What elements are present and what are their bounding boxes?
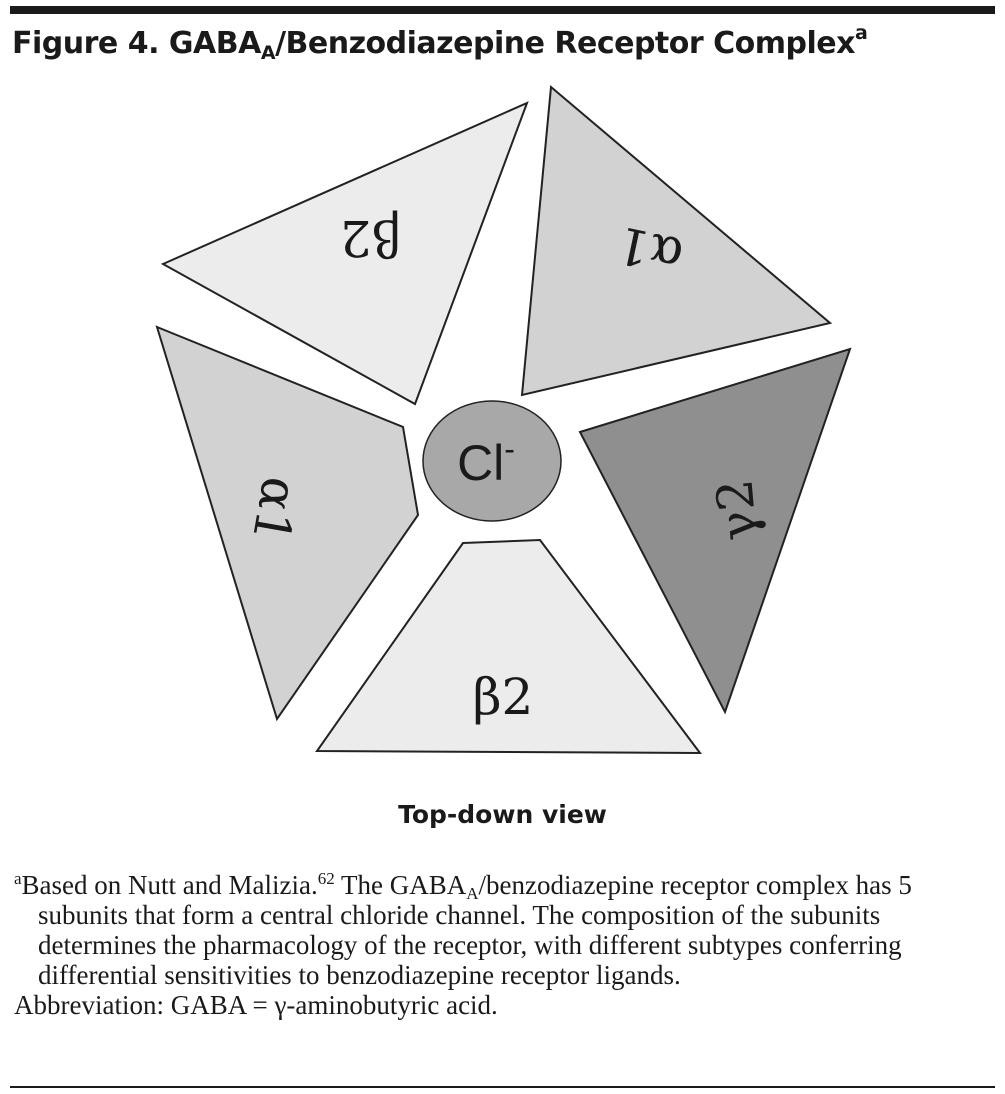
figure-title-footnote-marker: a bbox=[854, 22, 868, 44]
chloride-charge: - bbox=[504, 431, 515, 467]
figure-title-text: Figure 4. GABA bbox=[12, 26, 261, 61]
bottom-rule bbox=[10, 1086, 995, 1088]
subunit-label-alpha1-top: α1 bbox=[611, 214, 689, 286]
chloride-symbol: Cl bbox=[457, 435, 505, 491]
footnote-text-2: The GABA bbox=[334, 870, 467, 900]
footnote-text-3: /benzodiazepine receptor complex has 5 subunits that form a central chloride channel. The composition of the subunits determines the pharmacology of the receptor, with different subtypes conferring differential sensitivities to benzodiazepine receptor ligands. bbox=[38, 870, 912, 990]
figure-title-rest: /Benzodiazepine Receptor Complex bbox=[275, 26, 855, 61]
footnote-note bbox=[14, 870, 999, 990]
footnote-reference: 62 bbox=[317, 869, 335, 888]
subunit-label-beta2-bottom: β2 bbox=[472, 668, 534, 726]
subunit-label-alpha1-left: α1 bbox=[240, 472, 310, 548]
subunit-label-beta2-top: β2 bbox=[339, 209, 401, 267]
figure-title-subscript: A bbox=[260, 42, 276, 64]
subunit-label-gamma2: γ2 bbox=[705, 476, 769, 544]
footnote-text-1: Based on Nutt and Malizia. bbox=[21, 870, 318, 900]
footnote-marker: a bbox=[14, 869, 22, 888]
view-caption: Top-down view bbox=[398, 800, 607, 829]
abbreviation-note: Abbreviation: GABA = γ-aminobutyric acid. bbox=[14, 990, 498, 1020]
footnote bbox=[14, 870, 999, 1020]
footnote-subscript: A bbox=[466, 884, 479, 903]
